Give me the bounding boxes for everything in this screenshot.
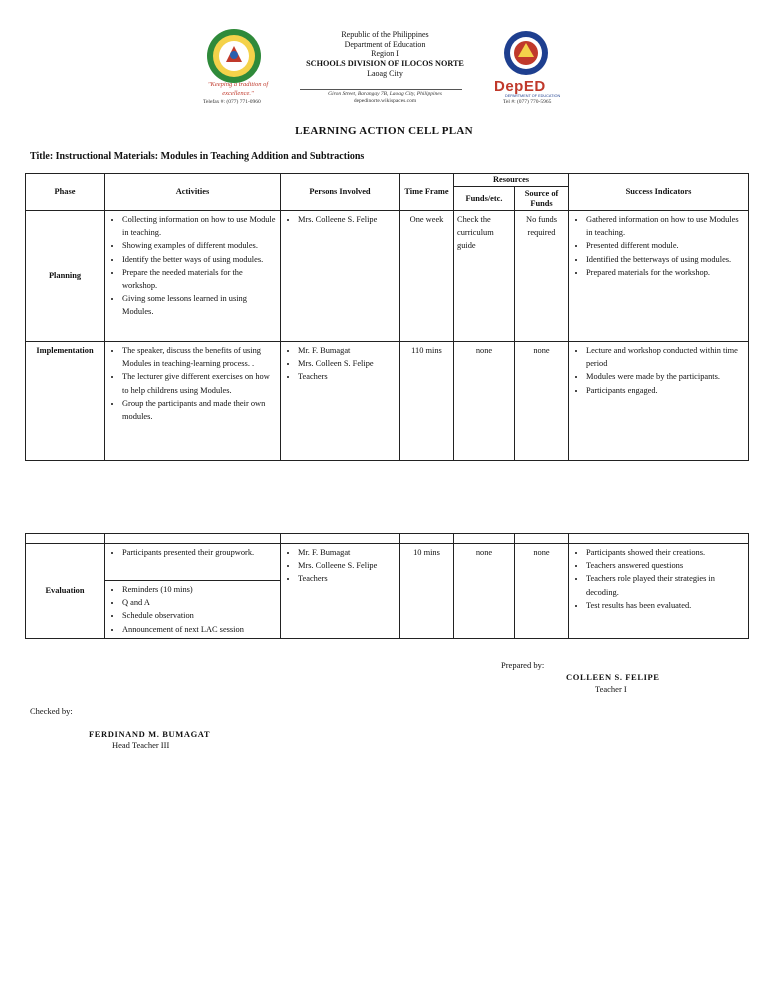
- list-item: • Participants presented their groupwork.: [122, 546, 277, 559]
- deped-seal-right: [503, 30, 549, 76]
- planning-persons: [281, 211, 400, 342]
- list-item: • Q and A: [122, 596, 277, 609]
- evaluation-time: 10 mins: [400, 544, 454, 639]
- header-line-deped: Department of Education: [344, 39, 426, 49]
- header-address: Giron Street, Barangay 7B, Laoag City, Philippines: [328, 91, 442, 97]
- implementation-indicators: [569, 342, 749, 461]
- list-item: • Modules were made by the participants.: [586, 370, 745, 383]
- prepared-by-name: COLLEEN S. FELIPE: [566, 672, 660, 682]
- evaluation-source: none: [515, 544, 569, 639]
- header-rule: [300, 89, 462, 90]
- deped-seal-left-icon: [206, 28, 262, 84]
- lac-plan-table-continued: [25, 533, 749, 639]
- evaluation-activities-a: [105, 544, 281, 581]
- list-item: • Mr. F. Bumagat: [298, 546, 396, 559]
- list-item: • Schedule observation: [122, 609, 277, 622]
- kagawaran-seal-icon: [503, 30, 549, 76]
- header-funds: Funds/etc.: [454, 187, 515, 211]
- phase-planning: Planning: [26, 211, 105, 342]
- list-item: • Teachers role played their strategies in decoding.: [586, 572, 745, 598]
- document-title: LEARNING ACTION CELL PLAN: [295, 125, 473, 137]
- header-time: Time Frame: [400, 174, 454, 211]
- planning-time: One week: [400, 211, 454, 342]
- implementation-source: none: [515, 342, 569, 461]
- list-item: • Reminders (10 mins): [122, 583, 277, 596]
- header-website: depedinorte.wikispaces.com: [353, 98, 417, 104]
- list-item: • Teachers: [298, 572, 396, 585]
- implementation-time: 110 mins: [400, 342, 454, 461]
- planning-activities: [105, 211, 281, 342]
- table-row-planning: [26, 211, 749, 342]
- list-item: • Showing examples of different modules.: [122, 239, 277, 252]
- list-item: • Giving some lessons learned in using Modules.: [122, 292, 277, 318]
- list-item: • Teachers answered questions: [586, 559, 745, 572]
- checked-by-name: FERDINAND M. BUMAGAT: [89, 729, 211, 739]
- table-row-implementation: [26, 342, 749, 461]
- list-item: • The speaker, discuss the benefits of using Modules in teaching-learning process. .: [122, 344, 277, 370]
- header-tagline: "Keeping a tradition of excellence.": [207, 81, 269, 97]
- list-item: • Gathered information on how to use Modules in teaching.: [586, 213, 745, 239]
- implementation-persons: [281, 342, 400, 461]
- list-item: • Mrs. Colleen S. Felipe: [298, 357, 396, 370]
- deped-logo: DepED: [494, 78, 546, 95]
- prepared-by-title: Teacher I: [595, 684, 627, 694]
- list-item: • Mrs. Colleene S. Felipe: [298, 559, 396, 572]
- list-item: • Mr. F. Bumagat: [298, 344, 396, 357]
- table-row-blank: [26, 534, 749, 544]
- phase-implementation: Implementation: [26, 342, 105, 461]
- header-line-region: Region I: [371, 49, 399, 59]
- list-item: • Presented different module.: [586, 239, 745, 252]
- header-block: [280, 30, 490, 78]
- list-item: • Group the participants and made their own modules.: [122, 397, 277, 423]
- tel-right: Tel #: (077) 770-5965: [503, 99, 552, 105]
- planning-indicators: [569, 211, 749, 342]
- list-item: • The lecturer give different exercises on how to help childrens using Modules.: [122, 370, 277, 396]
- header-line-division: SCHOOLS DIVISION OF ILOCOS NORTE: [306, 58, 464, 68]
- implementation-funds: none: [454, 342, 515, 461]
- header-source: Source of Funds: [515, 187, 569, 211]
- list-item: • Test results has been evaluated.: [586, 599, 745, 612]
- header-line-republic: Republic of the Philippines: [341, 30, 429, 39]
- evaluation-activities-b: [105, 581, 281, 639]
- deped-logo-sub: DEPARTMENT OF EDUCATION: [505, 94, 561, 98]
- planning-funds: Check the curriculum guide: [454, 211, 515, 342]
- list-item: • Collecting information on how to use Module in teaching.: [122, 213, 277, 239]
- deped-seal-left: [206, 28, 262, 84]
- prepared-by-label: Prepared by:: [501, 660, 545, 670]
- header-line-city: Laoag City: [367, 68, 403, 78]
- list-item: • Prepared materials for the workshop.: [586, 266, 745, 279]
- header-resources: Resources: [454, 174, 569, 187]
- telefax-left: Telefax #: (077) 771-0960: [203, 99, 261, 105]
- implementation-activities: [105, 342, 281, 461]
- evaluation-persons: [281, 544, 400, 639]
- list-item: • Identified the betterways of using modules.: [586, 253, 745, 266]
- lac-plan-table: [25, 173, 749, 461]
- list-item: • Participants showed their creations.: [586, 546, 745, 559]
- list-item: • Prepare the needed materials for the workshop.: [122, 266, 277, 292]
- list-item: • Announcement of next LAC session: [122, 623, 277, 636]
- list-item: • Identify the better ways of using modules.: [122, 253, 277, 266]
- phase-evaluation: Evaluation: [26, 544, 105, 639]
- header-indicators: Success Indicators: [569, 174, 749, 211]
- list-item: • Lecture and workshop conducted within time period: [586, 344, 745, 370]
- evaluation-indicators: [569, 544, 749, 639]
- planning-source: No funds required: [515, 211, 569, 342]
- header-persons: Persons Involved: [281, 174, 400, 211]
- list-item: • Mrs. Colleene S. Felipe: [298, 213, 396, 226]
- header-phase: Phase: [26, 174, 105, 211]
- list-item: • Teachers: [298, 370, 396, 383]
- checked-by-title: Head Teacher III: [112, 740, 170, 750]
- header-activities: Activities: [105, 174, 281, 211]
- list-item: • Participants engaged.: [586, 384, 745, 397]
- table-row-evaluation: [26, 544, 749, 581]
- evaluation-funds: none: [454, 544, 515, 639]
- checked-by-label: Checked by:: [30, 706, 73, 716]
- document-subtitle: Title: Instructional Materials: Modules in Teaching Addition and Subtractions: [30, 151, 365, 162]
